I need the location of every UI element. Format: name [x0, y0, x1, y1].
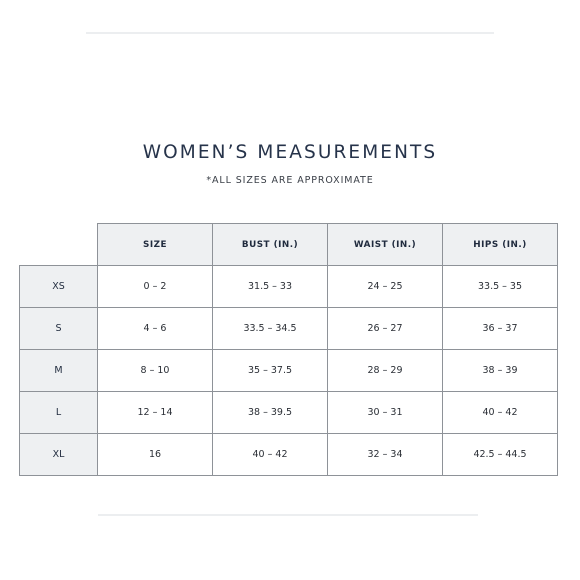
row-label: L: [20, 392, 98, 434]
waist-cell: 30 – 31: [328, 392, 443, 434]
waist-cell: 28 – 29: [328, 350, 443, 392]
hips-cell: 36 – 37: [443, 308, 558, 350]
waist-cell: 24 – 25: [328, 266, 443, 308]
table-header-row: [20, 224, 558, 266]
bust-cell: 33.5 – 34.5: [213, 308, 328, 350]
waist-cell: 26 – 27: [328, 308, 443, 350]
table-corner-cell: [20, 224, 98, 266]
page-title: WOMEN’S MEASUREMENTS: [142, 142, 438, 163]
bust-cell: 38 – 39.5: [213, 392, 328, 434]
hips-cell: 42.5 – 44.5: [443, 434, 558, 476]
size-cell: 8 – 10: [98, 350, 213, 392]
row-label: S: [20, 308, 98, 350]
column-header-hips: HIPS (IN.): [443, 224, 558, 266]
column-header-waist: WAIST (IN.): [328, 224, 443, 266]
hips-cell: 40 – 42: [443, 392, 558, 434]
bust-cell: 40 – 42: [213, 434, 328, 476]
row-label: XS: [20, 266, 98, 308]
table-row: [20, 392, 558, 434]
hips-cell: 38 – 39: [443, 350, 558, 392]
column-header-size: SIZE: [98, 224, 213, 266]
row-label: XL: [20, 434, 98, 476]
table-row: [20, 308, 558, 350]
top-divider: [86, 32, 494, 34]
waist-cell: 32 – 34: [328, 434, 443, 476]
size-cell: 16: [98, 434, 213, 476]
bust-cell: 35 – 37.5: [213, 350, 328, 392]
page-subtitle: *ALL SIZES ARE APPROXIMATE: [206, 175, 374, 186]
table-row: [20, 350, 558, 392]
size-cell: 4 – 6: [98, 308, 213, 350]
row-label: M: [20, 350, 98, 392]
table-row: [20, 266, 558, 308]
table-row: [20, 434, 558, 476]
size-cell: 12 – 14: [98, 392, 213, 434]
size-cell: 0 – 2: [98, 266, 213, 308]
bottom-divider: [98, 514, 478, 516]
bust-cell: 31.5 – 33: [213, 266, 328, 308]
size-chart-table: [19, 223, 558, 476]
column-header-bust: BUST (IN.): [213, 224, 328, 266]
hips-cell: 33.5 – 35: [443, 266, 558, 308]
